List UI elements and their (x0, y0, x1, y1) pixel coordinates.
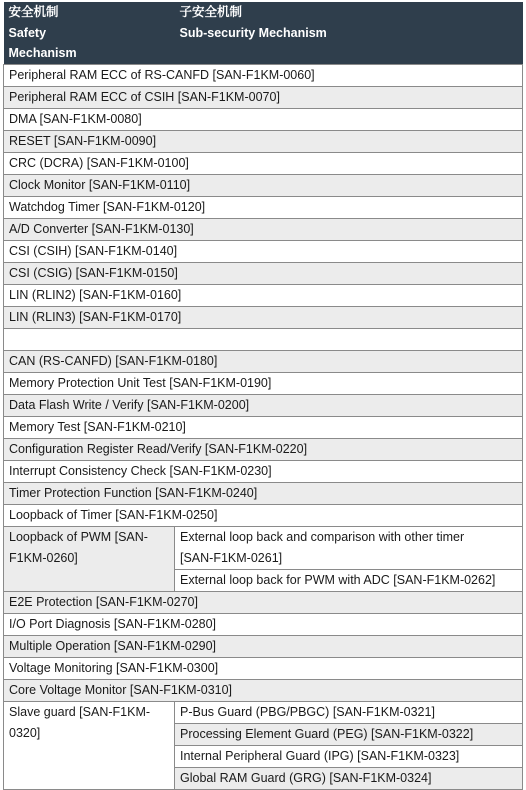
table-header-row (4, 2, 523, 65)
mechanism-cell: CSI (CSIH) [SAN-F1KM-0140] (4, 241, 523, 263)
table-row (4, 483, 523, 505)
table-row (4, 417, 523, 439)
table-row (4, 636, 523, 658)
table-row (4, 285, 523, 307)
mechanism-cell: Configuration Register Read/Verify [SAN-F1KM-0220] (4, 439, 523, 461)
pwm-main-line-1: Loopback of PWM [SAN- (9, 530, 148, 544)
table-row (4, 439, 523, 461)
header-col2-en: Sub-security Mechanism (179, 25, 327, 40)
table-row (4, 131, 523, 153)
table-row (4, 197, 523, 219)
table-row-pwm (4, 527, 523, 570)
table-row (4, 109, 523, 131)
mechanism-cell: DMA [SAN-F1KM-0080] (4, 109, 523, 131)
sub-mechanism-cell: Processing Element Guard (PEG) [SAN-F1KM-0322] (175, 724, 523, 746)
table-row (4, 658, 523, 680)
table-row (4, 87, 523, 109)
header-col2-zh: 子安全机制 (179, 5, 243, 19)
header-sub-security-mechanism (175, 2, 523, 65)
sub-mechanism-cell: External loop back for PWM with ADC [SAN-F1KM-0262] (175, 570, 523, 592)
table-row (4, 263, 523, 285)
mechanism-cell: A/D Converter [SAN-F1KM-0130] (4, 219, 523, 241)
header-col1-en-2: Mechanism (8, 46, 77, 60)
mechanism-cell: Watchdog Timer [SAN-F1KM-0120] (4, 197, 523, 219)
table-row (4, 395, 523, 417)
mechanism-cell: CRC (DCRA) [SAN-F1KM-0100] (4, 153, 523, 175)
pwm-sub1-line-2: [SAN-F1KM-0261] (180, 551, 283, 565)
table-row (4, 680, 523, 702)
table-row (4, 614, 523, 636)
table-row (4, 373, 523, 395)
mechanism-cell-slave-guard (4, 702, 175, 790)
mechanism-cell: Timer Protection Function [SAN-F1KM-0240] (4, 483, 523, 505)
table-row (4, 505, 523, 527)
sub-mechanism-cell: Internal Peripheral Guard (IPG) [SAN-F1KM-0323] (175, 746, 523, 768)
table-row (4, 351, 523, 373)
mechanism-cell: Loopback of Timer [SAN-F1KM-0250] (4, 505, 523, 527)
mechanism-cell: RESET [SAN-F1KM-0090] (4, 131, 523, 153)
mechanism-cell: Interrupt Consistency Check [SAN-F1KM-0230] (4, 461, 523, 483)
sub-mechanism-cell: P-Bus Guard (PBG/PBGC) [SAN-F1KM-0321] (175, 702, 523, 724)
slave-main-line-2: 0320] (9, 726, 41, 740)
table-row (4, 65, 523, 87)
table-row (4, 153, 523, 175)
mechanism-cell: Multiple Operation [SAN-F1KM-0290] (4, 636, 523, 658)
mechanism-cell: Voltage Monitoring [SAN-F1KM-0300] (4, 658, 523, 680)
mechanism-cell: Clock Monitor [SAN-F1KM-0110] (4, 175, 523, 197)
table-row (4, 219, 523, 241)
table-row (4, 241, 523, 263)
pwm-main-line-2: F1KM-0260] (9, 551, 78, 565)
mechanism-cell: Core Voltage Monitor [SAN-F1KM-0310] (4, 680, 523, 702)
table-row (4, 329, 523, 351)
mechanism-cell: E2E Protection [SAN-F1KM-0270] (4, 592, 523, 614)
mechanism-cell-pwm (4, 527, 175, 592)
mechanism-cell: LIN (RLIN2) [SAN-F1KM-0160] (4, 285, 523, 307)
pwm-sub1-line-1: External loop back and comparison with other timer (180, 530, 465, 544)
header-col1-en-1: Safety (8, 25, 47, 40)
table-row (4, 461, 523, 483)
mechanism-cell: Memory Protection Unit Test [SAN-F1KM-0190] (4, 373, 523, 395)
sub-mechanism-cell: Global RAM Guard (GRG) [SAN-F1KM-0324] (175, 768, 523, 790)
header-safety-mechanism (4, 2, 175, 65)
mechanism-cell: Peripheral RAM ECC of CSIH [SAN-F1KM-0070] (4, 87, 523, 109)
slave-main-line-1: Slave guard [SAN-F1KM- (9, 705, 151, 719)
sub-mechanism-cell (175, 527, 523, 570)
mechanism-cell: CSI (CSIG) [SAN-F1KM-0150] (4, 263, 523, 285)
table-row-slave (4, 702, 523, 724)
mechanism-cell: LIN (RLIN3) [SAN-F1KM-0170] (4, 307, 523, 329)
mechanism-cell: I/O Port Diagnosis [SAN-F1KM-0280] (4, 614, 523, 636)
safety-mechanism-table (3, 2, 523, 790)
mechanism-cell: Memory Test [SAN-F1KM-0210] (4, 417, 523, 439)
table-row (4, 175, 523, 197)
header-col1-zh: 安全机制 (8, 5, 59, 19)
mechanism-cell: CAN (RS-CANFD) [SAN-F1KM-0180] (4, 351, 523, 373)
table-row (4, 592, 523, 614)
mechanism-cell: Peripheral RAM ECC of RS-CANFD [SAN-F1KM-0060] (4, 65, 523, 87)
mechanism-cell-empty (4, 329, 523, 351)
table-row (4, 307, 523, 329)
mechanism-cell: Data Flash Write / Verify [SAN-F1KM-0200] (4, 395, 523, 417)
